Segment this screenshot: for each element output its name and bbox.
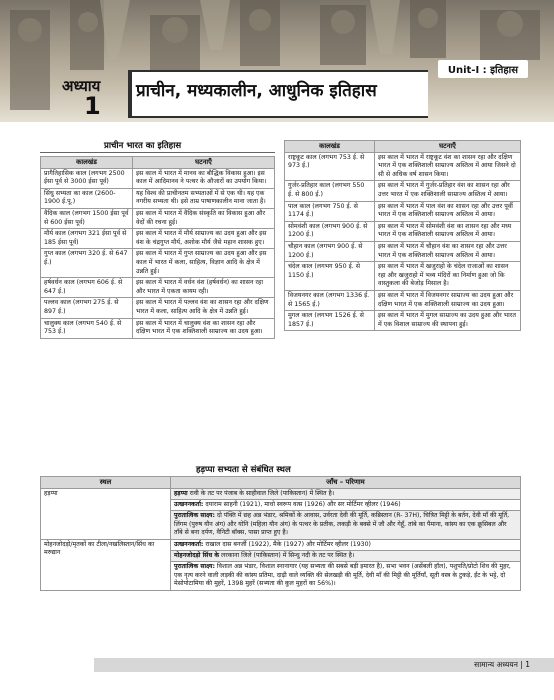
chapter-title-text: प्राचीन, मध्यकालीन, आधुनिक इतिहास: [136, 81, 377, 101]
column-header-site: स्थल: [41, 477, 171, 489]
table-row: पुरातात्विक साक्ष्य: विशाल अन्न भंडार, विशाल स्नानागार (यह सभ्यता की सबसे बड़ी इमारत है), सभा भवन (असेंबली हॉल), पशुपति/प्रोटो शिव की मुहर, एक नृत्य करने वाली लड़की की कांस्य प्रतिमा, दाढ़ी वाले व्यक्ति की सेलखड़ी की मूर्ति, देवी माँ की मिट्टी की मूर्तियाँ, सूती वस्त्र के टुकड़े, ईंट के भट्टे, दो मेसोपोटामिया की मुहरें, 1398 मुहरें (सभ्यता की कुल मुहरों का 56%)।: [41, 562, 521, 590]
ancient-india-table: [40, 156, 275, 339]
table-row: चौहान काल (लगभग 900 ई. से 1200 ई.) इस काल में भारत में चौहान वंश का शासन रहा और उत्तर भारत में एक शक्तिशाली साम्राज्य अस्तित्व में आया।: [285, 241, 521, 261]
table-row: विजयनगर काल (लगभग 1336 ई. से 1565 ई.) इस काल में भारत में विजयनगर साम्राज्य का उदय हुआ और दक्षिण भारत में एक शक्तिशाली साम्राज्य का उदय हुआ।: [285, 290, 521, 310]
table-row: सिंधु सभ्यता का काल (2600-1900 ई.पू.) यह विश्व की प्राचीनतम सभ्यताओं में से एक थी। यह एक नगरीय सभ्यता थी। इसे ताम्र पाषाणकालीन माना जाता है।: [41, 188, 275, 208]
table-row: गुप्त काल (लगभग 320 ई. से 647 ई.) इस काल में भारत में गुप्त साम्राज्य का उदय हुआ और इस काल में भारत में कला, साहित्य, विज्ञान आदि के क्षेत्र में उन्नति हुई।: [41, 249, 275, 278]
page-footer: सामान्य अध्ययन | 1: [474, 660, 530, 669]
table-row: वैदिक काल (लगभग 1500 ईसा पूर्व से 600 ईसा पूर्व) इस काल में भारत में वैदिक संस्कृति का विकास हुआ और वेदों की रचना हुई।: [41, 208, 275, 228]
site-name: मोहनजोदड़ो/मृतकों का टीला/नखलिस्तान/सिंध का मरुद्यान: [41, 539, 171, 590]
table-row: सोमवंशी काल (लगभग 900 ई. से 1200 ई.) इस काल में भारत में सोमवंशी वंश का शासन रहा और मध्य भारत में एक शक्तिशाली साम्राज्य अस्तित्व में आया।: [285, 221, 521, 241]
chapter-word: अध्याय: [62, 77, 101, 95]
table-header-row: [285, 141, 521, 153]
table-row: उत्खननकर्ता: दयाराम साहनी (1921), माधो स्वरूप वत्स (1926) और सर मोर्टिमर व्हीलर (1946): [41, 500, 521, 511]
table-row: मोहनजोदड़ो सिंध के लरकाना जिले (पाकिस्तान) में सिन्धु नदी के तट पर स्थित है।: [41, 551, 521, 562]
column-header-events: घटनाएँ: [375, 141, 521, 153]
section-divider: [40, 152, 275, 153]
unit-label: Unit-I : इतिहास: [438, 60, 528, 78]
ancient-india-heading: प्राचीन भारत का इतिहास: [104, 141, 182, 151]
column-header-period: कालखंड: [41, 157, 133, 169]
column-header-events: घटनाएँ: [133, 157, 275, 169]
harappa-sites-table: [40, 476, 521, 591]
table-row: हड़प्पा हड़प्पा रावी के तट पर पंजाब के साहीवाल जिले (पाकिस्तान) में स्थित है।: [41, 488, 521, 499]
table-row: चालुक्य काल (लगभग 540 ई. से 753 ई.) इस काल में भारत में चालुक्य वंश का शासन रहा और दक्षिण भारत में एक शक्तिशाली साम्राज्य का उदय हुआ।: [41, 318, 275, 338]
table-row: पल्लव काल (लगभग 275 ई. से 897 ई.) इस काल में भारत में पल्लव वंश का शासन रहा और दक्षिण भारत में कला, साहित्य आदि के क्षेत्र में उन्नति हुई।: [41, 298, 275, 318]
table-row: मौर्य काल (लगभग 321 ईसा पूर्व से 185 ईसा पूर्व) इस काल में भारत में मौर्य साम्राज्य का उदय हुआ और इस वंश के चंद्रगुप्त मौर्य, अशोक मौर्य जैसे महान शासक हुए।: [41, 229, 275, 249]
table-row: गुर्जर-प्रतिहार काल (लगभग 550 ई. से 800 ई.) इस काल में भारत में गुर्जर-प्रतिहार वंश का शासन रहा और उत्तर भारत में एक शक्तिशाली साम्राज्य अस्तित्व में आया।: [285, 181, 521, 201]
medieval-india-table: [284, 140, 521, 331]
chapter-number: 1: [84, 92, 101, 120]
table-row: प्रागैतिहासिक काल (लगभग 2500 ईसा पूर्व से 3000 ईसा पूर्व) इस काल में भारत में मानव का बौद्धिक विकास हुआ। इस काल में आदिमानव ने पत्थर के औजारों का उपयोग किया।: [41, 168, 275, 188]
table-row: चंदेल काल (लगभग 950 ई. से 1150 ई.) इस काल में भारत में खजुराहो के चंदेल राजाओं का शासन रहा और खजुराहो में भव्य मंदिरों का निर्माण हुआ जो कि वास्तुकला की बेजोड़ मिसाल है।: [285, 262, 521, 291]
table-header-row: [41, 157, 275, 169]
table-row: पुरातात्विक साक्ष्य: दो पंक्ति में छह अन्न भंडार, श्रमिकों के आवास, उर्वरता देवी की मूर्ति, कब्रिस्तान (R- 37H), चित्रित मिट्टी के बर्तन, देवी माँ की मूर्ति, लिंगम (पुरुष यौन अंग) और योनि (महिला यौन अंग) के पत्थर के प्रतीक, लकड़ी के बक्से में जौ और गेहूँ, तांबे का पैमाना, कांस्य का एक क्रूसिबल और ताँबे से बना दर्पण, वैनिटी बॉक्स, पासा प्राप्त हुए है।: [41, 511, 521, 539]
table-row: पाल काल (लगभग 750 ई. से 1174 ई.) इस काल में भारत में पाल वंश का शासन रहा और उत्तर पूर्वी भारत में एक शक्तिशाली साम्राज्य अस्तित्व में आया।: [285, 201, 521, 221]
harappa-sites-heading: हड़प्पा सभ्यता से संबंधित स्थल: [196, 465, 291, 475]
site-name: हड़प्पा: [41, 488, 171, 539]
table-row: मुगल काल (लगभग 1526 ई. से 1857 ई.) इस काल में भारत में मुगल साम्राज्य का उदय हुआ और भारत में एक विशाल साम्राज्य की स्थापना हुई।: [285, 311, 521, 331]
table-header-row: [41, 477, 521, 489]
table-row: मोहनजोदड़ो/मृतकों का टीला/नखलिस्तान/सिंध का मरुद्यान उत्खननकर्ता: राखाल दास बनर्जी (1922), मैके (1927) और मोर्टिमर व्हीलर (1930): [41, 539, 521, 550]
table-row: हर्षवर्धन काल (लगभग 606 ई. से 647 ई.) इस काल में भारत में वर्धन वंश (हर्षवर्धन) का शासन रहा और भारत में एकता कायम रही।: [41, 278, 275, 298]
table-row: राष्ट्रकूट काल (लगभग 753 ई. से 973 ई.) इस काल में भारत में राष्ट्रकूट वंश का शासन रहा और दक्षिण भारत में एक शक्तिशाली साम्राज्य अस्तित्व में आया जिसने दो सौ से अधिक वर्ष शासन किया।: [285, 152, 521, 181]
column-header-period: कालखंड: [285, 141, 375, 153]
column-header-investigation: जाँच – परिणाम: [171, 477, 521, 489]
